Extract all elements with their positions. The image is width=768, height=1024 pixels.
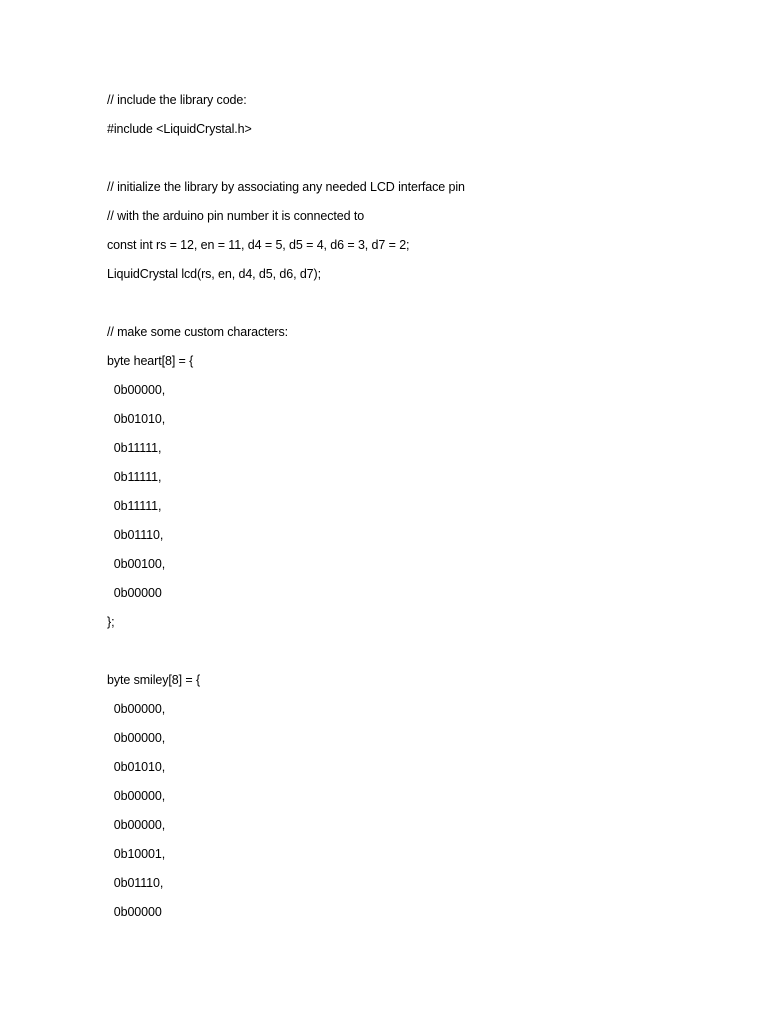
code-line: }; [107, 615, 115, 629]
code-line: 0b00000 [107, 586, 162, 600]
code-line: 0b11111, [107, 441, 162, 455]
code-line: LiquidCrystal lcd(rs, en, d4, d5, d6, d7); [107, 267, 321, 281]
code-line: 0b00000, [107, 818, 166, 832]
code-line: // make some custom characters: [107, 325, 288, 339]
code-listing [107, 90, 727, 931]
code-line: byte smiley[8] = { [107, 673, 201, 687]
code-line: 0b00000 [107, 905, 162, 919]
code-line: #include <LiquidCrystal.h> [107, 122, 252, 136]
code-line: 0b00000, [107, 789, 166, 803]
code-line: 0b00000, [107, 731, 166, 745]
code-line: 0b01110, [107, 528, 164, 542]
code-line: 0b00000, [107, 702, 166, 716]
code-line-blank [107, 293, 727, 322]
code-line: // initialize the library by associating any needed LCD interface pin [107, 180, 465, 194]
code-line: 0b11111, [107, 470, 162, 484]
code-line: 0b00000, [107, 383, 166, 397]
code-line: 0b01010, [107, 412, 166, 426]
code-line-blank [107, 148, 727, 177]
code-line: 0b11111, [107, 499, 162, 513]
code-line: const int rs = 12, en = 11, d4 = 5, d5 = 4, d6 = 3, d7 = 2; [107, 238, 410, 252]
code-line-blank [107, 641, 727, 670]
code-line: 0b10001, [107, 847, 166, 861]
code-line: // with the arduino pin number it is connected to [107, 209, 365, 223]
code-line: 0b01110, [107, 876, 164, 890]
code-line: 0b00100, [107, 557, 166, 571]
code-line: 0b01010, [107, 760, 166, 774]
code-line: byte heart[8] = { [107, 354, 194, 368]
code-line: // include the library code: [107, 93, 247, 107]
